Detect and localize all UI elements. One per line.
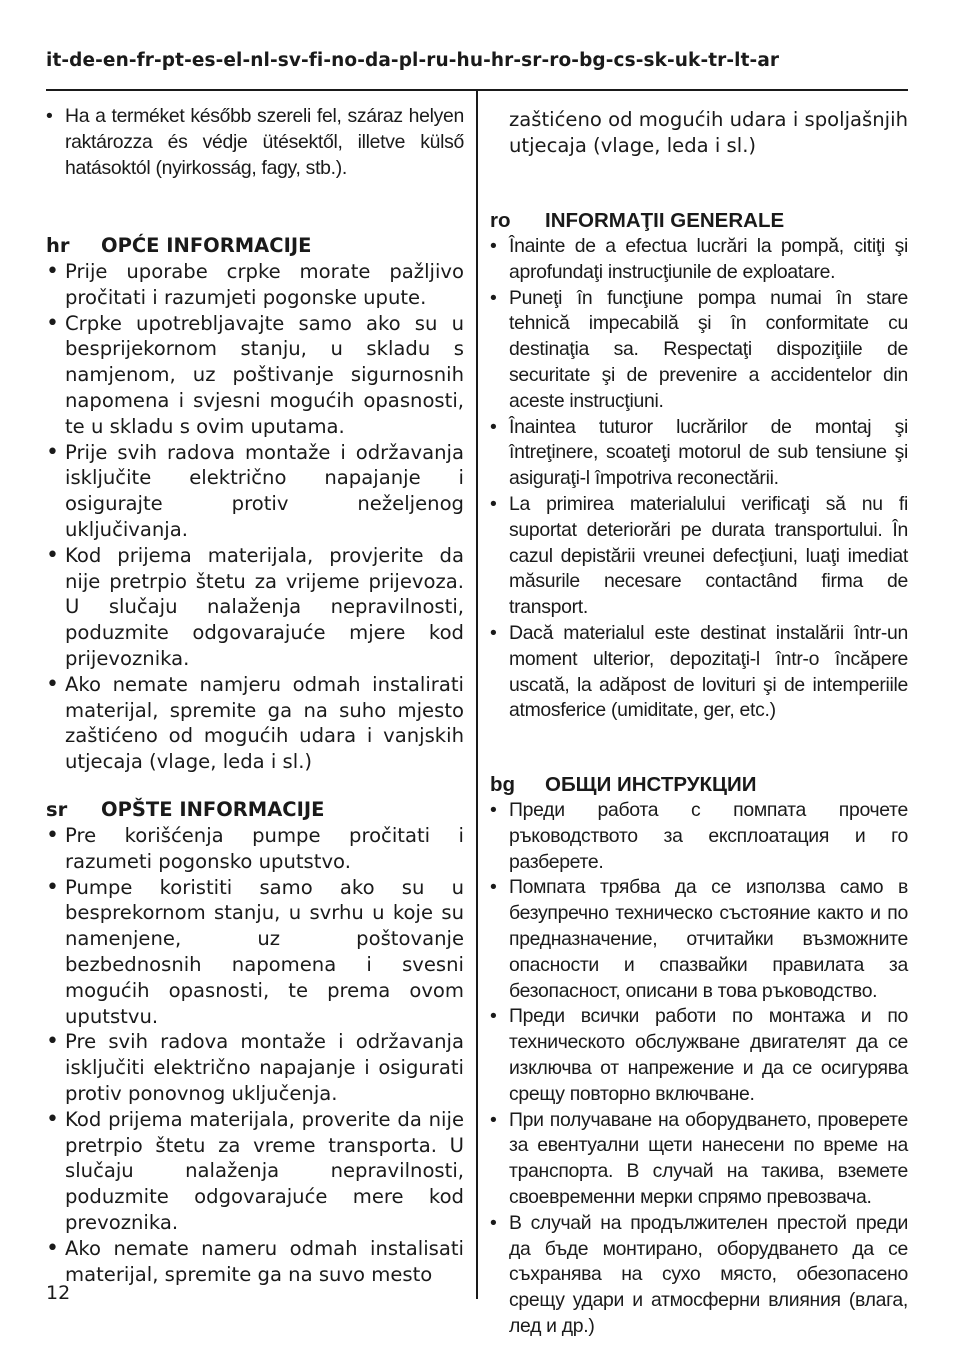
column-divider xyxy=(476,91,478,1299)
list-item: • La primirea materialului verificaţi să nu fi suportat deteriorări pe durata transportului. În cazul depistării vreunei defecţiuni, luaţi imediat măsurile necesare contactând firma de transport. xyxy=(490,492,908,621)
sr-list xyxy=(46,823,464,1287)
hu-continuation xyxy=(46,104,464,181)
list-item: • Ha a terméket később szereli fel, száraz helyen raktározza és védje ütésektől, illetve külső hatásoktól (nyirkosság, fagy, stb.). xyxy=(46,104,464,181)
language-codes-header: it-de-en-fr-pt-es-el-nl-sv-fi-no-da-pl-ru-hu-hr-sr-ro-bg-cs-sk-uk-tr-lt-ar xyxy=(46,50,780,71)
hr-section xyxy=(46,233,464,775)
sr-continuation xyxy=(490,107,908,159)
section-title: INFORMAŢII GENERALE xyxy=(545,209,785,232)
list-item: • Înainte de a efectua lucrări la pompă, citiţi şi aprofundaţi instrucţiunile de exploatare. xyxy=(490,234,908,286)
language-code: hr xyxy=(46,234,70,257)
hr-list xyxy=(46,259,464,775)
list-item: • Crpke upotrebljavajte samo ako su u besprijekornom stanju, u skladu s namjenom, uz poštivanje sigurnosnih napomena i svjesni mogućih opasnosti, te u skladu s ovim uputama. xyxy=(46,311,464,440)
list-item: • Pre svih radova montaže i održavanja isključiti električno napajanje i osigurati protiv ponovnog uključenja. xyxy=(46,1029,464,1106)
bg-section xyxy=(490,772,908,1340)
list-item: • Dacă materialul este destinat instalării într-un moment ulterior, depozitaţi-l într-o încăpere uscată, la adăpost de lovituri şi de intemperiile atmosferice (umiditate, ger, etc.) xyxy=(490,621,908,724)
section-title: OPĆE INFORMACIJE xyxy=(101,234,312,257)
list-item: • Înaintea tuturor lucrărilor de montaj şi întreţinere, scoateţi motorul de sub tensiune şi asiguraţi-l împotriva reconectării. xyxy=(490,415,908,492)
bg-heading xyxy=(490,772,908,798)
ro-list xyxy=(490,234,908,724)
list-item: • Puneţi în funcţiune pompa numai în stare tehnică impecabilă şi în conformitate cu destinaţia sa. Respectaţi dispoziţiile de securitate şi de prevenire a accidentelor din aceste instrucţiuni. xyxy=(490,286,908,415)
list-item: • Prije svih radova montaže i održavanja isključite električno napajanje i osigurajte protiv neželjenog uključivanja. xyxy=(46,440,464,543)
sr-section xyxy=(46,797,464,1287)
list-item: • Pre korišćenja pumpe pročitati i razumeti pogonsko uputstvo. xyxy=(46,823,464,875)
ro-heading xyxy=(490,208,908,234)
sr-heading xyxy=(46,797,464,823)
list-item: • Pumpe koristiti samo ako su u besprekornom stanju, u svrhu u koje su namenjene, uz poštovanje bezbednosnih napomena i svesni mogućih opasnosti, te prema ovom uputstvu. xyxy=(46,875,464,1030)
list-item: • Ako nemate namjeru odmah instalirati materijal, spremite ga na suho mjesto zaštićeno od mogućih udara i vanjskih utjecaja (vlage, leda i sl.) xyxy=(46,672,464,775)
language-code: bg xyxy=(490,773,516,796)
ro-section xyxy=(490,208,908,724)
section-title: OPŠTE INFORMACIJE xyxy=(101,798,325,821)
hr-heading xyxy=(46,233,464,259)
language-code: ro xyxy=(490,209,511,232)
list-item: • Помпата трябва да се използва само в безупречно техническо състояние както и по предназначение, отчитайки възможните опасности и спазвайки правилата за безопасност, описани в това ръководство. xyxy=(490,875,908,1004)
list-item: • При получаване на оборудването, проверете за евентуални щети нанесени по време на транспорта. В случай на такива, вземете своевременни мерки спрямо превозвача. xyxy=(490,1108,908,1211)
continuation-text: zaštićeno od mogućih udara i spoljašnjih utjecaja (vlage, leda i sl.) xyxy=(509,108,908,157)
section-title: ОБЩИ ИНСТРУКЦИИ xyxy=(545,773,757,796)
list-item: • Ako nemate nameru odmah instalisati materijal, spremite ga na suvo mesto xyxy=(46,1236,464,1288)
list-item: • Kod prijema materijala, proverite da nije pretrpio štetu za vreme transporta. U slučaju nalaženja nepravilnosti, poduzmite odgovarajuće mere kod prevoznika. xyxy=(46,1107,464,1236)
list-item: • Преди работа с помпата прочете ръководството за експлоатация и го разберете. xyxy=(490,798,908,875)
list-item: • Kod prijema materijala, provjerite da nije pretrpio štetu za vrijeme prijevoza. U slučaju nalaženja nepravilnosti, poduzmite odgovarajuće mjere kod prijevoznika. xyxy=(46,543,464,672)
list-item: • В случай на продължителен престой преди да бъде монтирано, оборудването да се съхранява на сухо място, обезопасено срещу удари и атмосферни влияния (влага, лед и др.) xyxy=(490,1211,908,1340)
hu-list xyxy=(46,104,464,181)
list-item: • Prije uporabe crpke morate pažljivo pročitati i razumjeti pogonske upute. xyxy=(46,259,464,311)
language-code: sr xyxy=(46,798,68,821)
page-number: 12 xyxy=(46,1282,71,1304)
bg-list xyxy=(490,798,908,1340)
list-item: • Преди всички работи по монтажа и по техническото обслужване двигателят да се изключва от напрежение и да се осигурява срещу повторно включване. xyxy=(490,1004,908,1107)
